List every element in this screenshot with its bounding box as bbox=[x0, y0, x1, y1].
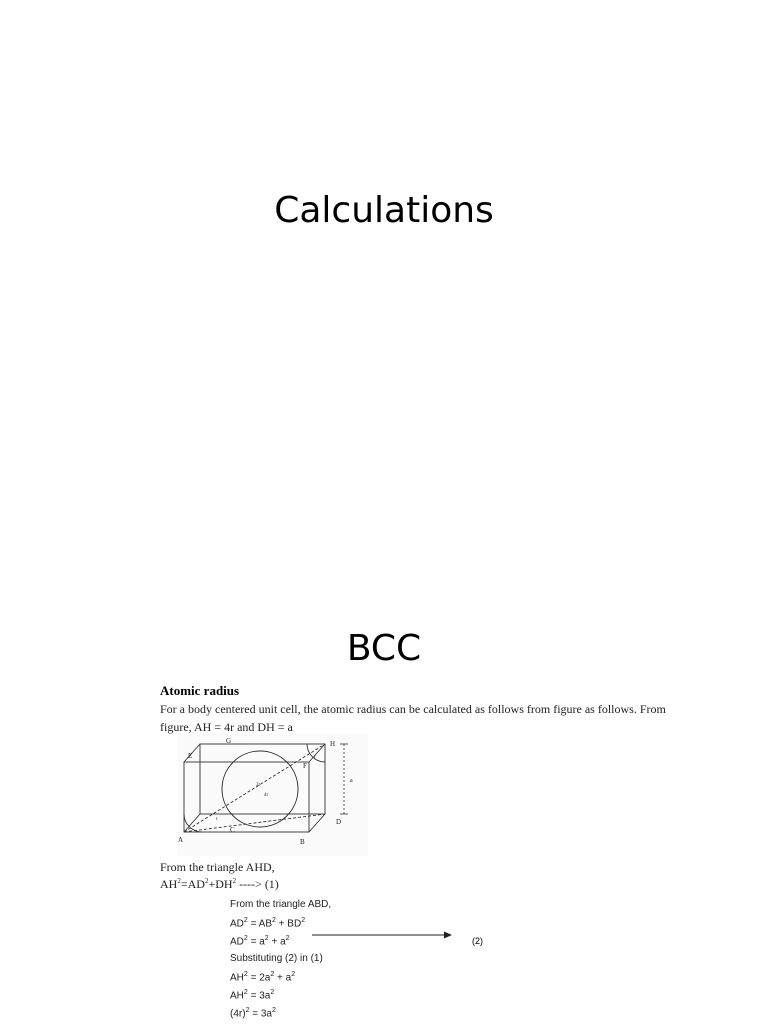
equation-ah2-3a2: $AH^2 = 3a^2$ bbox=[230, 989, 275, 1002]
substituting-line: Substituting (2) in (1) bbox=[230, 953, 323, 964]
label-G: G bbox=[226, 737, 232, 745]
label-2r: 2r bbox=[256, 783, 261, 788]
label-r-top: r bbox=[314, 755, 316, 760]
label-D: D bbox=[336, 818, 342, 826]
label-B: B bbox=[300, 838, 305, 846]
label-F: F bbox=[303, 762, 307, 770]
slide-title: BCC bbox=[346, 628, 422, 669]
section-heading: Atomic radius bbox=[160, 683, 240, 698]
equation-1: $AH^2=AD^2+DH^2$ ----> (1) bbox=[160, 877, 279, 891]
slide-title: Calculations bbox=[274, 190, 494, 231]
bcc-unit-cell-figure bbox=[178, 734, 368, 856]
triangle-abd-line: From the triangle ABD, bbox=[230, 899, 332, 910]
equation-ah2-sum: $AH^2 = 2a^2 + a^2$ bbox=[230, 971, 296, 984]
equation-ad2-value: $AD^2 = a^2 + a^2$ bbox=[230, 935, 290, 948]
label-E: E bbox=[188, 752, 193, 760]
label-A: A bbox=[178, 836, 184, 844]
label-4r: 4r bbox=[264, 793, 269, 798]
right-arrow-icon bbox=[312, 930, 452, 940]
label-r-bottom: r bbox=[216, 817, 218, 822]
triangle-ahd-line: From the triangle AHD, bbox=[160, 860, 275, 874]
equation-4r-squared: $(4r)^2 = 3a^2$ bbox=[230, 1007, 276, 1020]
equation-label-2: (2) bbox=[472, 936, 483, 946]
label-C: C bbox=[230, 826, 235, 834]
slide-bcc bbox=[0, 512, 768, 1024]
label-H: H bbox=[330, 740, 336, 748]
label-a: a bbox=[350, 778, 353, 784]
equation-ad2-abd: $AD^2 = AB^2 + BD^2$ bbox=[230, 917, 306, 930]
intro-paragraph: For a body centered unit cell, the atomic radius can be calculated as follows from figure as follows. From figure, AH = 4r and DH = a bbox=[160, 702, 666, 734]
